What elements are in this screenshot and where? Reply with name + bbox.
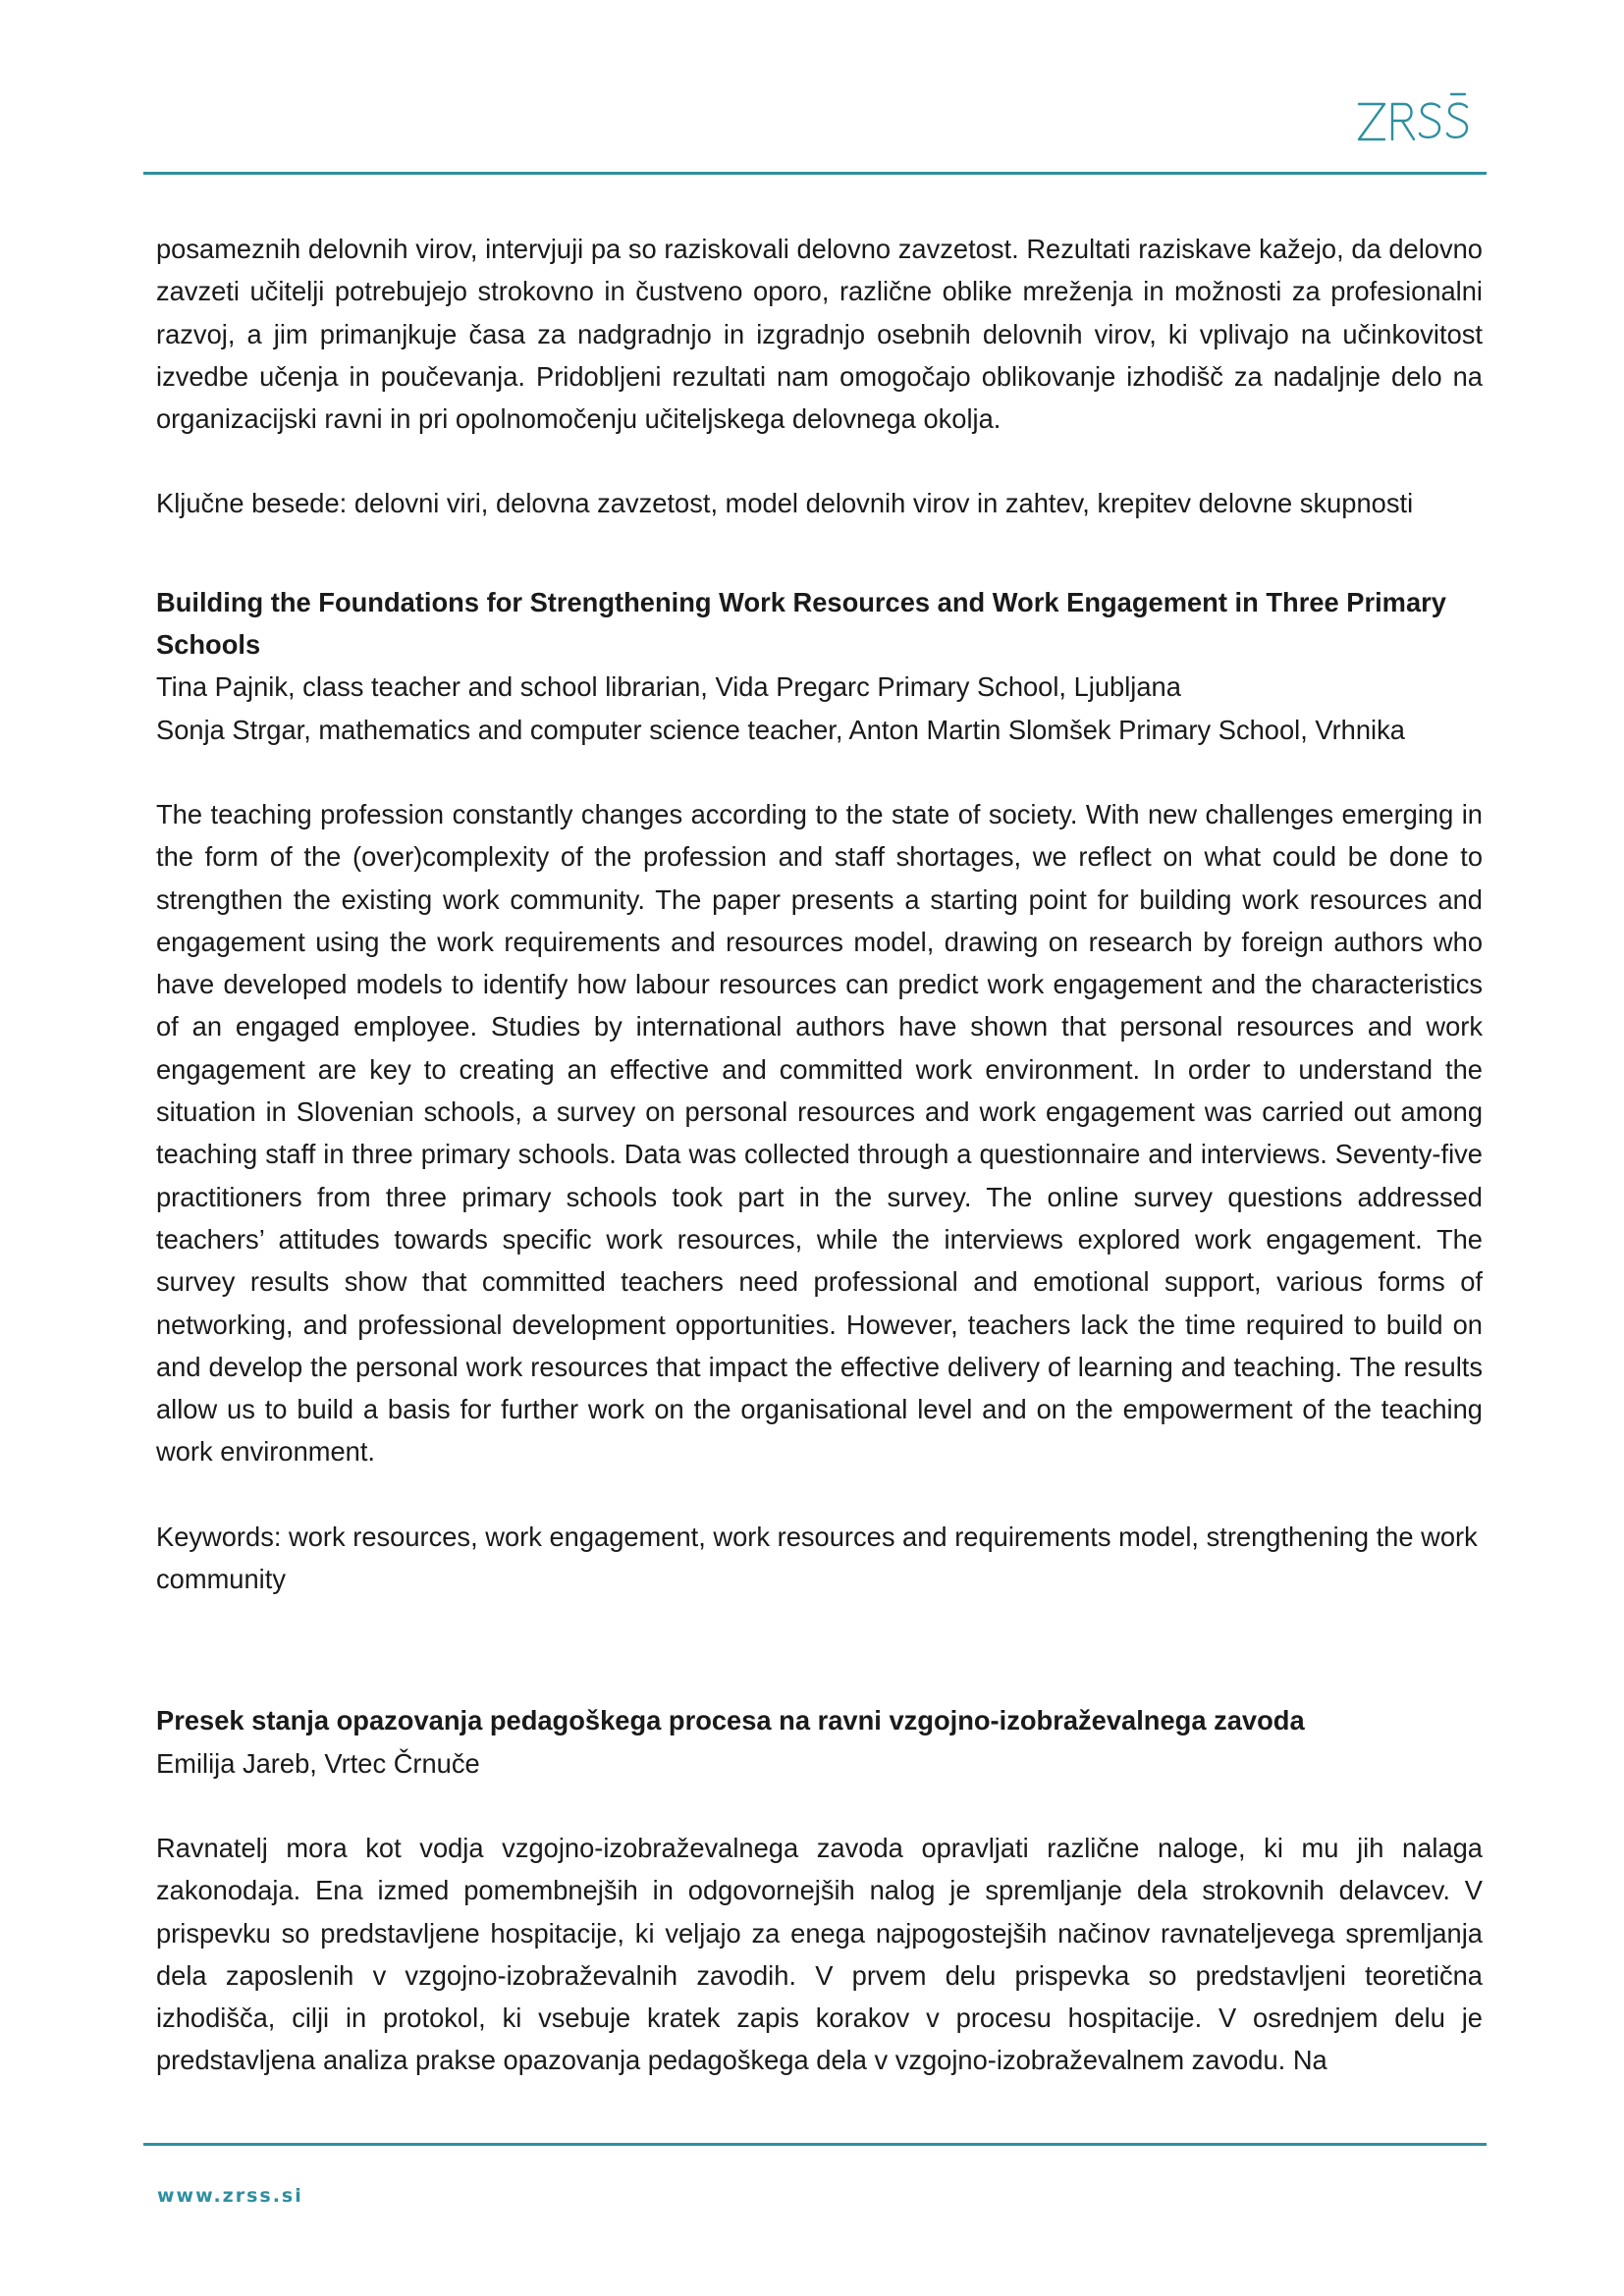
article-abstract: The teaching profession constantly changes according to the state of society. With new challenges emerging in the form of the (over)complexity of the profession and staff shortages, we reflect on what could be done to strengthen the existing work community. The paper presents a starting point for building work resources and engagement using the work requirements and resources model, drawing on research by foreign authors who have developed models to identify how labour resources can predict work engagement and the characteristics of an engaged employee. Studies by international authors have shown that personal resources and work engagement are key to creating an effective and committed work environment. In order to understand the situation in Slovenian schools, a survey on personal resources and work engagement was carried out among teaching staff in three primary schools. Data was collected through a questionnaire and interviews. Seventy-five practitioners from three primary schools took part in the survey. The online survey questions addressed teachers’ attitudes towards specific work resources, while the interviews explored work engagement. The survey results show that committed teachers need professional and emotional support, various forms of networking, and professional development opportunities. However, teachers lack the time required to build on and develop the personal work resources that impact the effective delivery of learning and teaching. The results allow us to build a basis for further work on the organisational level and on the empowerment of the teaching work environment. (156, 798, 1483, 1468)
abstract-continuation: posameznih delovnih virov, intervjuji pa so raziskovali delovno zavzetost. Rezultati raziskave kažejo, da delovno zavzeti učitelji potrebujejo strokovno in čustveno oporo, različne oblike mreženja in možnosti za profesionalni razvoj, a jim primanjkuje časa za nadgradnjo in izgradnjo osebnih delovnih virov, ki vplivajo na učinkovitost izvedbe učenja in poučevanja. Pridobljeni rezultati nam omogočajo oblikovanje izhodišč za nadaljnje delo na organizacijski ravni in pri opolnomočenju učiteljskega delovnega okolja. (156, 234, 1483, 435)
author-line: Emilija Jareb, Vrtec Črnuče (156, 1747, 480, 1779)
page-body (156, 228, 1483, 2082)
footer-divider (143, 2143, 1487, 2146)
keywords-slovenian: Ključne besede: delovni viri, delovna zavzetost, model delovnih virov in zahtev, krepitev delovne skupnosti (156, 488, 1414, 519)
article-title: Presek stanja opazovanja pedagoškega procesa na ravni vzgojno-izobraževalnega zavoda (156, 1705, 1305, 1736)
zrss-logo (1355, 90, 1473, 145)
author-line: Sonja Strgar, mathematics and computer science teacher, Anton Martin Slomšek Primary School, Vrhnika (156, 714, 1405, 745)
author-line: Tina Pajnik, class teacher and school librarian, Vida Pregarc Primary School, Ljubljana (156, 671, 1181, 703)
footer-website-link[interactable]: www.zrss.si (157, 2185, 303, 2207)
article-abstract: Ravnatelj mora kot vodja vzgojno-izobraževalnega zavoda opravljati različne naloge, ki mu jih nalaga zakonodaja. Ena izmed pomembnejših in odgovornejših nalog je spremljanje dela strokovnih delavcev. V prispevku so predstavljene hospitacije, ki veljajo za enega najpogostejših načinov ravnateljevega spremljanja dela zaposlenih v vzgojno-izobraževalnih zavodih. V prvem delu prispevka so predstavljeni teoretična izhodišča, cilji in protokol, ki vsebuje kratek zapis korakov v procesu hospitacije. V osrednjem delu je predstavljena analiza prakse opazovanja pedagoškega dela v vzgojno-izobraževalnem zavodu. Na (156, 1832, 1483, 2076)
article-title: Building the Foundations for Strengthening Work Resources and Work Engagement in Three Primary Schools (156, 586, 1446, 661)
zrss-logo-icon (1355, 90, 1473, 145)
header-divider (143, 172, 1487, 175)
keywords-english: Keywords: work resources, work engagement, work resources and requirements model, strengthening the work community (156, 1521, 1478, 1595)
